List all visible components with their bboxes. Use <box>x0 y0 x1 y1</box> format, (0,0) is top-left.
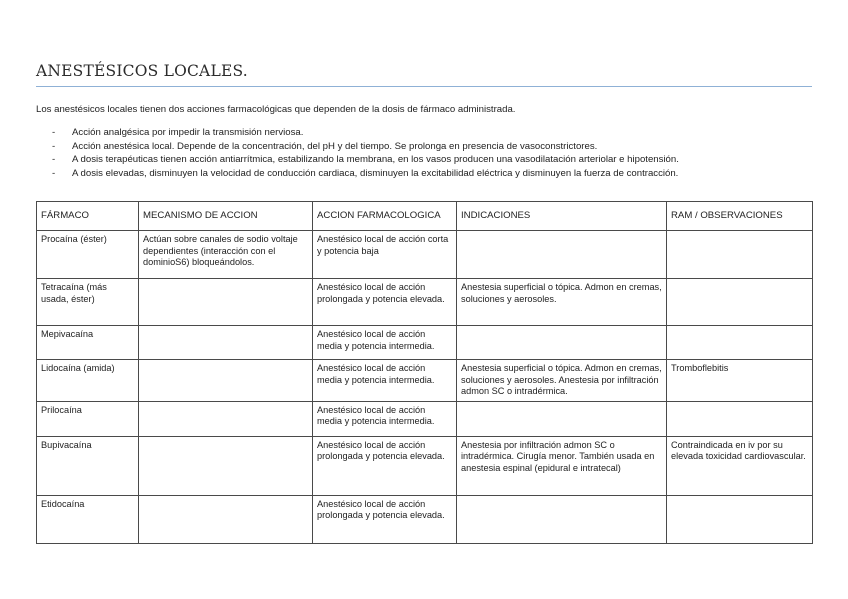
bullet-list <box>52 126 679 180</box>
list-item <box>52 140 679 154</box>
bullet-text: Acción anestésica local. Depende de la concentración, del pH y del tiempo. Se prolonga en presencia de vasoconstrictores. <box>72 140 598 152</box>
cell-mecanismo <box>139 279 313 326</box>
header-farmaco: FÁRMACO <box>37 202 139 231</box>
cell-indicaciones: Anestesia superficial o tópica. Admon en cremas, soluciones y aerosoles. <box>457 279 667 326</box>
cell-farmaco: Tetracaína (más usada, éster) <box>37 279 139 326</box>
intro-paragraph: Los anestésicos locales tienen dos acciones farmacológicas que dependen de la dosis de fármaco administrada. <box>36 104 516 115</box>
cell-accion: Anestésico local de acción media y potencia intermedia. <box>313 326 457 360</box>
cell-indicaciones <box>457 231 667 279</box>
cell-farmaco: Mepivacaína <box>37 326 139 360</box>
cell-ram <box>667 495 813 543</box>
table-row <box>37 436 813 495</box>
cell-mecanismo <box>139 495 313 543</box>
cell-indicaciones <box>457 401 667 436</box>
page-title: ANESTÉSICOS LOCALES. <box>36 62 248 80</box>
header-indicaciones: INDICACIONES <box>457 202 667 231</box>
table-row <box>37 326 813 360</box>
cell-accion: Anestésico local de acción prolongada y potencia elevada. <box>313 495 457 543</box>
cell-mecanismo: Actúan sobre canales de sodio voltaje dependientes (interacción con el dominioS6) bloqueándolos. <box>139 231 313 279</box>
cell-accion: Anestésico local de acción corta y potencia baja <box>313 231 457 279</box>
header-mecanismo: MECANISMO DE ACCION <box>139 202 313 231</box>
cell-indicaciones: Anestesia superficial o tópica. Admon en cremas, soluciones y aerosoles. Anestesia por infiltración admon SC o intradérmica. <box>457 360 667 402</box>
cell-farmaco: Bupivacaína <box>37 436 139 495</box>
table-row <box>37 360 813 402</box>
cell-indicaciones <box>457 495 667 543</box>
cell-ram <box>667 231 813 279</box>
cell-accion: Anestésico local de acción media y potencia intermedia. <box>313 401 457 436</box>
bullet-marker: - <box>52 167 56 179</box>
cell-accion: Anestésico local de acción media y potencia intermedia. <box>313 360 457 402</box>
cell-ram: Tromboflebitis <box>667 360 813 402</box>
cell-indicaciones: Anestesia por infiltración admon SC o intradérmica. Cirugía menor. También usada en anestesia espinal (epidural e intratecal) <box>457 436 667 495</box>
cell-mecanismo <box>139 436 313 495</box>
header-ram: RAM / OBSERVACIONES <box>667 202 813 231</box>
table-row <box>37 495 813 543</box>
cell-farmaco: Etidocaína <box>37 495 139 543</box>
cell-accion: Anestésico local de acción prolongada y potencia elevada. <box>313 279 457 326</box>
cell-ram <box>667 401 813 436</box>
cell-ram <box>667 326 813 360</box>
cell-accion: Anestésico local de acción prolongada y potencia elevada. <box>313 436 457 495</box>
bullet-marker: - <box>52 140 56 152</box>
cell-indicaciones <box>457 326 667 360</box>
table-row <box>37 231 813 279</box>
list-item <box>52 153 679 167</box>
list-item <box>52 126 679 140</box>
bullet-marker: - <box>52 127 56 138</box>
list-item <box>52 167 679 181</box>
table-header-row <box>37 202 813 231</box>
cell-mecanismo <box>139 360 313 402</box>
bullet-text: Acción analgésica por impedir la transmisión nerviosa. <box>72 127 304 138</box>
cell-ram <box>667 279 813 326</box>
cell-mecanismo <box>139 401 313 436</box>
cell-ram: Contraindicada en iv por su elevada toxicidad cardiovascular. <box>667 436 813 495</box>
bullet-marker: - <box>52 154 56 165</box>
bullet-text: A dosis elevadas, disminuyen la velocidad de conducción cardiaca, disminuyen la excitabilidad eléctrica y disminuyen la fuerza de contracción. <box>72 167 679 179</box>
header-accion: ACCION FARMACOLOGICA <box>313 202 457 231</box>
table-row <box>37 401 813 436</box>
cell-farmaco: Procaína (éster) <box>37 231 139 279</box>
bullet-text: A dosis terapéuticas tienen acción antiarrítmica, estabilizando la membrana, en los vasos producen una vasodilatación arteriolar e hipotensión. <box>72 154 679 165</box>
cell-farmaco: Prilocaína <box>37 401 139 436</box>
table-row <box>37 279 813 326</box>
title-underline <box>36 86 812 87</box>
cell-mecanismo <box>139 326 313 360</box>
cell-farmaco: Lidocaína (amida) <box>37 360 139 402</box>
drug-table <box>36 201 813 544</box>
